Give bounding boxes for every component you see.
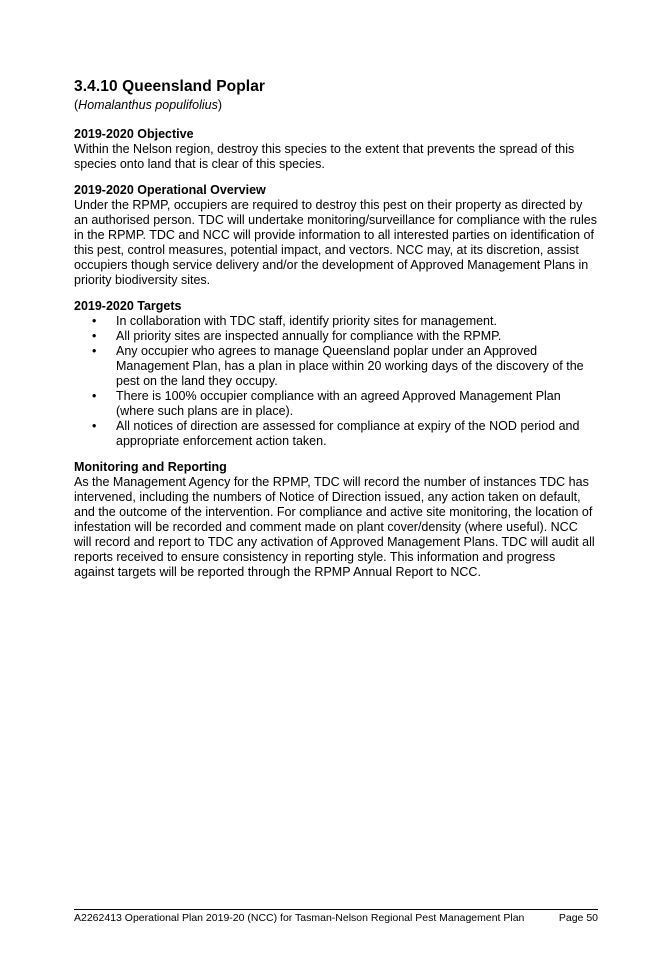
objective-heading: 2019-2020 Objective bbox=[74, 127, 194, 141]
objective-section bbox=[74, 127, 598, 172]
list-item bbox=[74, 329, 598, 344]
document-page bbox=[74, 78, 598, 580]
target-text: All notices of direction are assessed for compliance at expiry of the NOD period and appropriate enforcement action taken. bbox=[116, 419, 580, 448]
targets-heading: 2019-2020 Targets bbox=[74, 299, 182, 313]
monitoring-section bbox=[74, 460, 598, 580]
bullet-icon: • bbox=[92, 419, 97, 433]
operational-overview-section bbox=[74, 183, 598, 288]
objective-text: Within the Nelson region, destroy this species to the extent that prevents the spread of this species onto land that is clear of this species. bbox=[74, 142, 575, 171]
bullet-icon: • bbox=[92, 329, 97, 343]
page-number: Page 50 bbox=[558, 912, 598, 924]
bullet-icon: • bbox=[92, 389, 97, 403]
paren-open: ( bbox=[74, 98, 79, 112]
targets-section bbox=[74, 299, 598, 449]
bullet-icon: • bbox=[92, 314, 97, 328]
footer-divider bbox=[74, 909, 598, 910]
section-title: 3.4.10 Queensland Poplar bbox=[74, 78, 266, 95]
list-item bbox=[74, 314, 598, 329]
target-text: All priority sites are inspected annually for compliance with the RPMP. bbox=[116, 329, 502, 343]
list-item bbox=[74, 344, 598, 389]
monitoring-heading: Monitoring and Reporting bbox=[74, 460, 227, 474]
target-text: There is 100% occupier compliance with an agreed Approved Management Plan (where such plans are in place). bbox=[116, 389, 561, 418]
monitoring-text: As the Management Agency for the RPMP, TDC will record the number of instances TDC has intervened, including the numbers of Notice of Direction issued, any action taken on default, and the outcome of the intervention. For compliance and active site monitoring, the location of infestation will be recorded and comment made on plant cover/density (where useful). NCC will record and report to TDC any activation of Approved Management Plans. TDC will audit all reports received to ensure consistency in reporting style. This information and progress against targets will be reported through the RPMP Annual Report to NCC. bbox=[74, 475, 595, 579]
list-item bbox=[74, 419, 598, 449]
paren-close: ) bbox=[217, 98, 223, 112]
scientific-name-line bbox=[74, 97, 598, 113]
target-text: In collaboration with TDC staff, identify priority sites for management. bbox=[116, 314, 497, 328]
operational-overview-text: Under the RPMP, occupiers are required to destroy this pest on their property as directed by an authorised person. TDC will undertake monitoring/surveillance for compliance with the rules in the RPMP. TDC and NCC will provide information to all interested parties on identification of this pest, control measures, potential impact, and vectors. NCC may, at its discretion, assist occupiers though service delivery and/or the development of Approved Management Plans in priority biodiversity sites. bbox=[74, 198, 597, 287]
operational-overview-heading: 2019-2020 Operational Overview bbox=[74, 183, 266, 197]
list-item bbox=[74, 389, 598, 419]
footer-document-reference: A2262413 Operational Plan 2019-20 (NCC) for Tasman-Nelson Regional Pest Management Plan bbox=[74, 912, 525, 924]
page-footer bbox=[74, 912, 598, 925]
targets-list bbox=[74, 314, 598, 449]
bullet-icon: • bbox=[92, 344, 97, 358]
scientific-name: Homalanthus populifolius bbox=[78, 98, 218, 112]
target-text: Any occupier who agrees to manage Queensland poplar under an Approved Management Plan, has a plan in place within 20 working days of the discovery of the pest on the land they occupy. bbox=[116, 344, 584, 388]
